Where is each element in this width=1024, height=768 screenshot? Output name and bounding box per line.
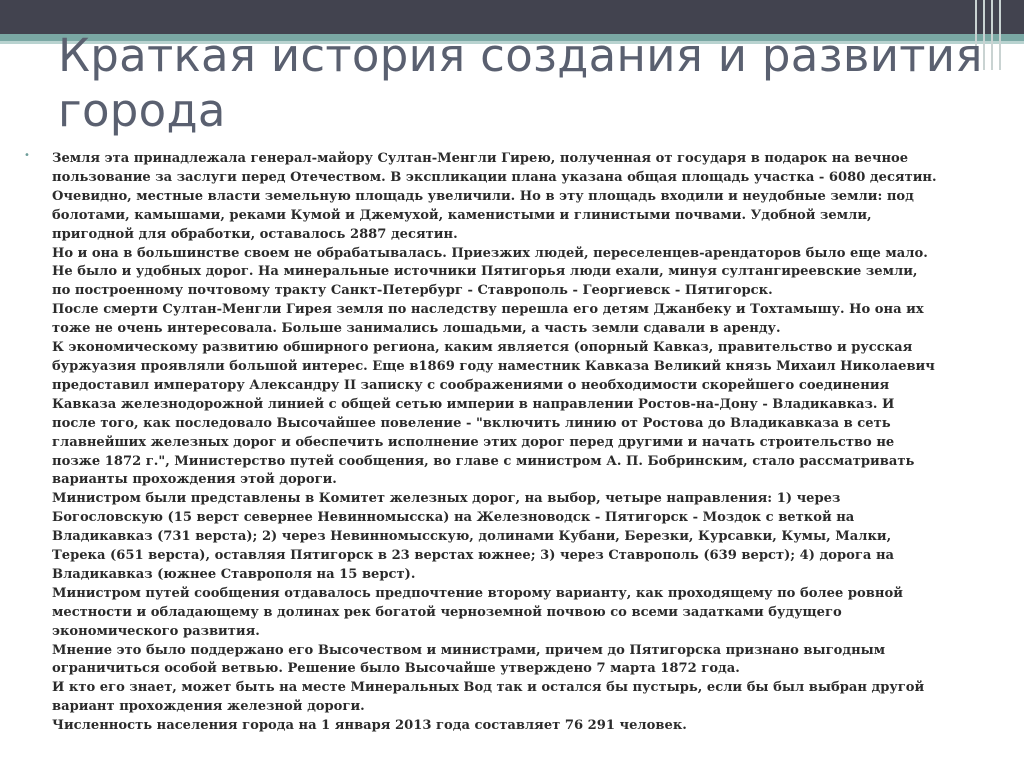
text-line: пригодной для обработки, оставалось 2887 десятин.	[52, 226, 458, 242]
text-line: предоставил императору Александру II записку с соображениями о необходимости скорейшего соединения	[52, 377, 890, 393]
title-line-2: города	[58, 84, 226, 137]
text-line: вариант прохождения железной дороги.	[52, 699, 365, 715]
text-line: Не было и удобных дорог. На минеральные источники Пятигорья люди ехали, минуя султангиреевские земли,	[52, 264, 918, 280]
text-line: экономического развития.	[52, 623, 260, 639]
body-paragraph	[52, 150, 1012, 736]
text-line: позже 1872 г.", Министерство путей сообщения, во главе с министром А. П. Бобринским, стало рассматривать	[52, 453, 915, 469]
text-line: И кто его знает, может быть на месте Минеральных Вод так и остался бы пустырь, если бы был выбран другой	[52, 680, 925, 696]
text-line: местности и обладающему в долинах рек богатой черноземной почвою со всеми задатками будущего	[52, 604, 842, 620]
text-line: буржуазия проявляли большой интерес. Еще в1869 году наместник Кавказа Великий князь Михаил Николаевич	[52, 358, 935, 374]
text-line: ограничиться особой ветвью. Решение было Высочайше утверждено 7 марта 1872 года.	[52, 661, 740, 677]
text-line: Министром были представлены в Комитет железных дорог, на выбор, четыре направления: 1) через	[52, 491, 841, 507]
text-line: Очевидно, местные власти земельную площадь увеличили. Но в эту площадь входили и неудобные земли: под	[52, 188, 914, 204]
text-line: болотами, камышами, реками Кумой и Джемухой, каменистыми и глинистыми почвами. Удобной земли,	[52, 207, 872, 223]
slide-title	[58, 28, 988, 138]
text-line: К экономическому развитию обширного региона, каким является (опорный Кавказ, правительство и русская	[52, 340, 913, 356]
text-line: пользование за заслуги перед Отечеством. В экспликации плана указана общая площадь участка - 6080 десятин.	[52, 169, 937, 185]
text-line: Земля эта принадлежала генерал-майору Султан-Менгли Гирею, полученная от государя в подарок на вечное	[52, 151, 909, 166]
text-line: Мнение это было поддержано его Высочеством и министрами, причем до Пятигорска признано выгодным	[52, 642, 886, 658]
text-line: по построенному почтовому тракту Санкт-Петербург - Ставрополь - Георгиевск - Пятигорск.	[52, 283, 773, 299]
text-line: Владикавказ (731 верста); 2) через Невинномысскую, долинами Кубани, Березки, Курсавки, Кумы, Малки,	[52, 529, 892, 545]
text-line: Терека (651 верста), оставляя Пятигорск в 23 верстах южнее; 3) через Ставрополь (639 верст); 4) дорога на	[52, 548, 895, 564]
bullet-icon: •	[24, 150, 30, 161]
text-line: после того, как последовало Высочайшее повеление - "включить линию от Ростова до Владикавказа в сеть	[52, 415, 891, 431]
text-line: Богословскую (15 верст севернее Невинномысска) на Железноводск - Пятигорск - Моздок с веткой на	[52, 510, 855, 526]
title-line-1: Краткая история создания и развития	[58, 29, 983, 82]
text-line: варианты прохождения этой дороги.	[52, 472, 337, 488]
text-line: После смерти Султан-Менгли Гирея земля по наследству перешла его детям Джанбеку и Тохтамышу. Но она их	[52, 302, 924, 318]
text-line: Численность населения города на 1 января 2013 года составляет 76 291 человек.	[52, 718, 687, 734]
text-line: Владикавказ (южнее Ставрополя на 15 верст).	[52, 566, 416, 582]
text-line: тоже не очень интересовала. Больше занимались лошадьми, а часть земли сдавали в аренду.	[52, 321, 781, 337]
text-line: Но и она в большинстве своем не обрабатывалась. Приезжих людей, переселенцев-арендаторов было еще мало.	[52, 245, 928, 261]
text-line: Кавказа железнодорожной линией с общей сетью империи в направлении Ростов-на-Дону - Владикавказ. И	[52, 396, 895, 412]
text-line: главнейших железных дорог и обеспечить исполнение этих дорог перед другими и начать строительство не	[52, 434, 895, 450]
text-line: Министром путей сообщения отдавалось предпочтение второму варианту, как проходящему по более ровной	[52, 585, 903, 601]
